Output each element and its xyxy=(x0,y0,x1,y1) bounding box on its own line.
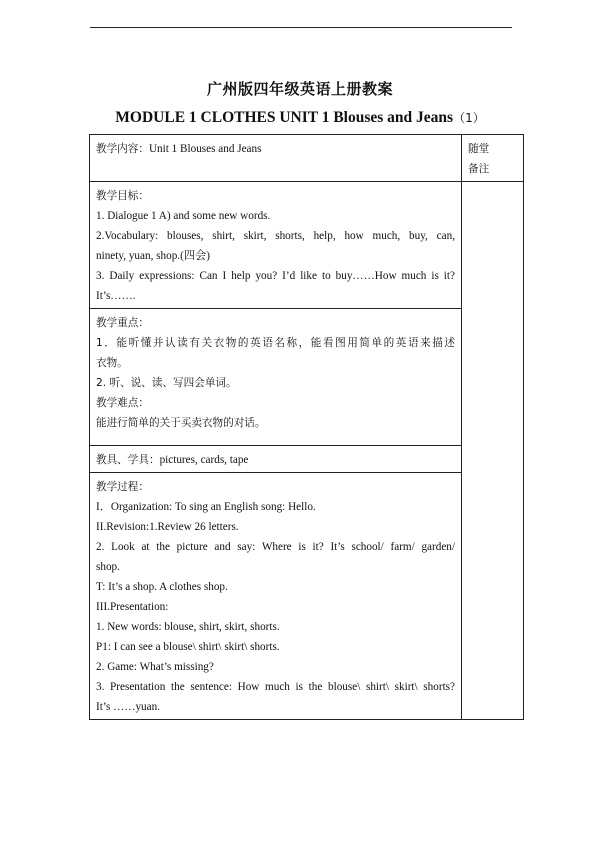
goal-line: 3. Daily expressions: Can I help you? I’d like to buy……How much is it? xyxy=(96,270,455,282)
difficulty-line: 能进行简单的关于买卖衣物的对话。 xyxy=(96,417,266,429)
cell-teaching-tools xyxy=(90,446,462,473)
goal-line: 2.Vocabulary: blouses, shirt, skirt, shorts, help, how much, buy, can, xyxy=(96,230,455,242)
subtitle-text: MODULE 1 CLOTHES UNIT 1 Blouses and Jeans xyxy=(115,109,454,126)
difficulty-label: 教学难点： xyxy=(96,397,149,409)
process-line: 1. New words: blouse, shirt, skirt, shorts. xyxy=(96,621,280,633)
cell-teaching-process xyxy=(90,473,462,720)
goal-line: ninety, yuan, shop.(四会) xyxy=(96,250,210,262)
process-line: 2. Game: What’s missing? xyxy=(96,661,214,673)
goal-line: It’s……. xyxy=(96,290,136,302)
teaching-tools-label: 教具、学具： xyxy=(96,454,160,466)
process-line: 3. Presentation the sentence: How much is the blouse\ shirt\ skirt\ shorts? xyxy=(96,681,455,693)
notes-label-line1: 随堂 xyxy=(468,143,490,155)
cell-teaching-content xyxy=(90,135,462,182)
row-teaching-process xyxy=(90,473,524,720)
process-line: It’s ……yuan. xyxy=(96,701,161,713)
process-line: II.Revision:1.Review 26 letters. xyxy=(96,521,239,533)
teaching-content-value: Unit 1 Blouses and Jeans xyxy=(148,143,262,155)
process-line: 2. Look at the picture and say: Where is it? It’s school/ farm/ garden/ xyxy=(96,541,455,553)
key-point-line: 2. 听、说、读、写四会单词。 xyxy=(96,377,237,389)
key-points-label: 教学重点： xyxy=(96,317,149,329)
process-line: shop. xyxy=(96,561,120,573)
process-line: T: It’s a shop. A clothes shop. xyxy=(96,581,228,593)
process-line: P1: I can see a blouse\ shirt\ skirt\ shorts. xyxy=(96,641,280,653)
process-line: I．Organization: To sing an English song: Hello. xyxy=(96,501,316,513)
row-key-points xyxy=(90,309,524,446)
teaching-tools-value: pictures, cards, tape xyxy=(159,454,249,466)
header-rule xyxy=(90,27,512,28)
key-point-line: 1．能听懂并认读有关衣物的英语名称，能看图用简单的英语来描述 xyxy=(96,337,455,349)
row-teaching-content xyxy=(90,135,524,182)
teaching-process-label: 教学过程： xyxy=(96,481,149,493)
document-title: 广州版四年级英语上册教案 xyxy=(206,80,393,98)
cell-teaching-goals xyxy=(90,182,462,309)
subtitle-lesson-number: （1） xyxy=(453,111,485,125)
row-teaching-goals xyxy=(90,182,524,309)
notes-label-line2: 备注 xyxy=(468,163,490,175)
teaching-goals-label: 教学目标： xyxy=(96,190,149,202)
document-subtitle xyxy=(0,109,600,127)
row-teaching-tools xyxy=(90,446,524,473)
cell-notes-header xyxy=(462,135,524,182)
cell-key-points xyxy=(90,309,462,446)
teaching-content-label: 教学内容： xyxy=(96,143,149,155)
key-point-line: 衣物。 xyxy=(96,357,128,369)
goal-line: 1. Dialogue 1 A) and some new words. xyxy=(96,210,271,222)
lesson-plan-table xyxy=(89,134,524,720)
cell-notes-body xyxy=(462,182,524,720)
process-line: III.Presentation: xyxy=(96,601,169,613)
